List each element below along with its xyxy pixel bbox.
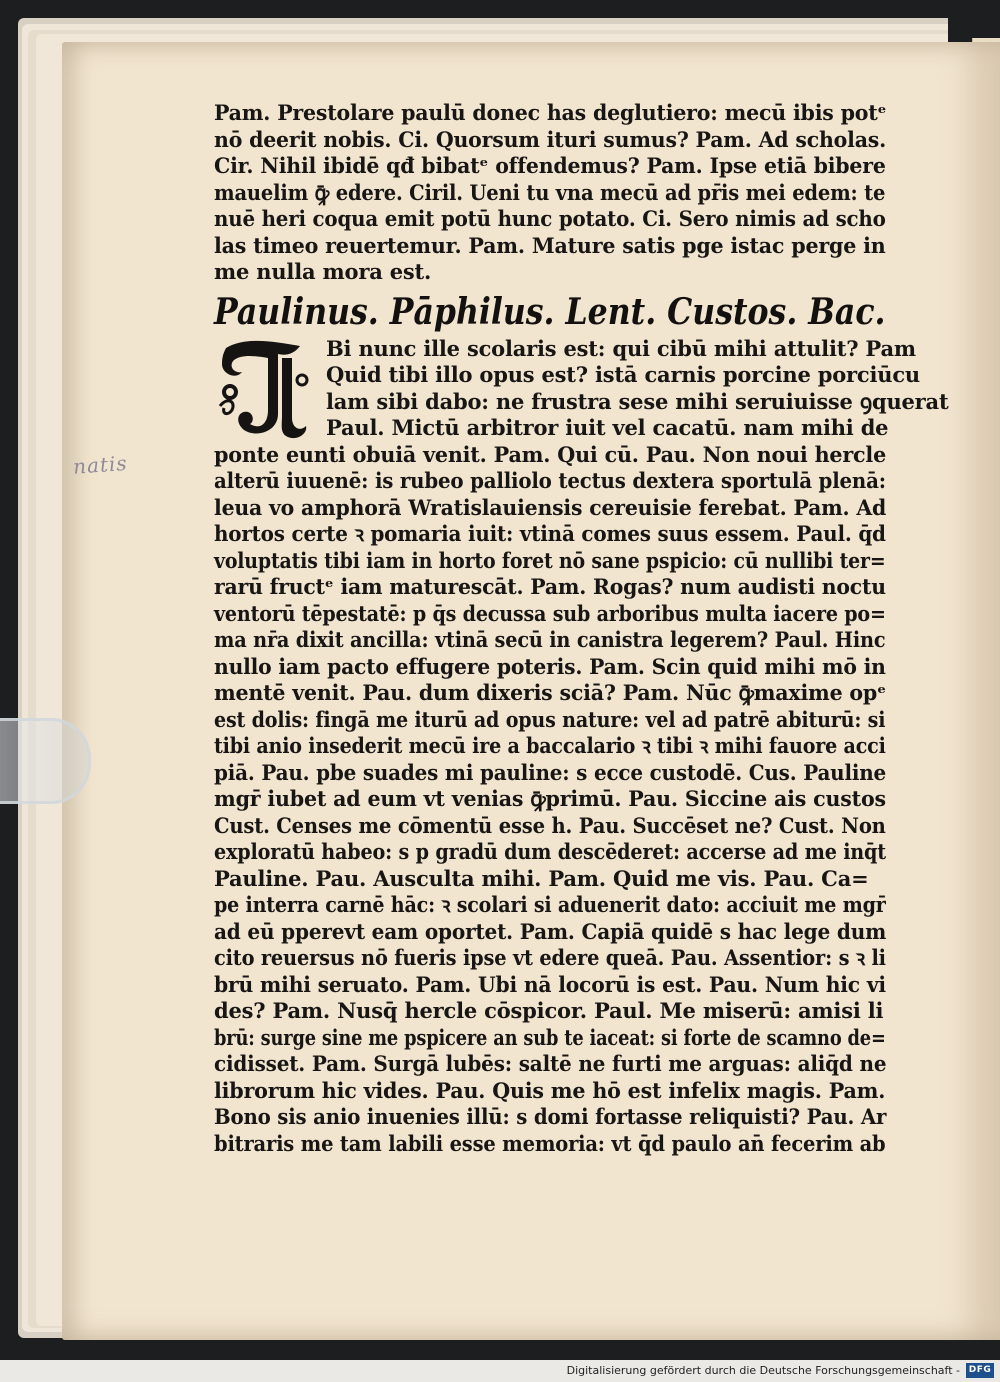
text-line: leua vo amphorā Wratislauiensis cereuisie ferebat. Pam. Ad bbox=[214, 494, 887, 520]
text-line: Cust. Censes me cōmentū esse h. Pau. Succēset ne? Cust. Non bbox=[214, 812, 886, 838]
text-line: lam sibi dabo: ne frustra sese mihi seruiuisse ꝯquerat bbox=[326, 388, 949, 414]
text-line: Bi nunc ille scolaris est: qui cibū mihi attulit? Pam bbox=[326, 335, 916, 361]
text-line: ma nr̄a dixit ancilla: vtinā secū in canistra legerem? Paul. Hinc bbox=[214, 627, 886, 652]
text-line: mgr̄ iubet ad eum vt venias ꝙ̄primū. Pau. Siccine ais custos bbox=[214, 786, 886, 811]
text-line: rarū fructᵉ iam maturescāt. Pam. Rogas? num audisti noctu bbox=[214, 574, 886, 599]
marginal-annotation: natis bbox=[72, 450, 129, 479]
text-line: des? Pam. Nusq̄ hercle cōspicor. Paul. Me miserū: amisi li bbox=[214, 998, 884, 1023]
text-line: librorum hic vides. Pau. Quis me hō est infelix magis. Pam. bbox=[214, 1077, 886, 1103]
text-line: ponte eunti obuiā venit. Pam. Qui cū. Pau. Non noui hercle bbox=[214, 441, 887, 467]
text-line: voluptatis tibi iam in horto foret nō sane pspicio: cū nullibi ter= bbox=[214, 547, 886, 573]
dialogue-heading: Paulinus. Pāphilus. Lent. Custos. Bac. bbox=[214, 290, 886, 333]
text-line: Cir. Nihil ibidē qđ bibatᵉ offendemus? Pam. Ipse etiā bibere bbox=[214, 153, 886, 178]
text-line: pe interra carnē hāc: ꝛ scolari si aduenerit dato: acciuit me mgr̄ bbox=[214, 892, 886, 917]
text-line: Pauline. Pau. Ausculta mihi. Pam. Quid me vis. Pau. Ca= bbox=[214, 865, 869, 891]
text-top-section bbox=[214, 100, 886, 286]
text-line: Quid tibi illo opus est? istā carnis porcine porciūcu bbox=[326, 362, 920, 387]
text-line: nuē heri coqua emit potū hunc potato. Ci. Sero nimis ad scho bbox=[214, 206, 886, 231]
text-line: ad eū pperevt eam oportet. Pam. Capiā quidē s hac lege dum bbox=[214, 918, 887, 944]
text-line: nō deerit nobis. Ci. Quorsum ituri sumus? Pam. Ad scholas. bbox=[214, 126, 887, 152]
initial-paragraph bbox=[214, 335, 949, 442]
funding-note: Digitalisierung gefördert durch die Deutsche Forschungsgemeinschaft - bbox=[566, 1364, 960, 1377]
page-clip bbox=[0, 718, 91, 804]
text-line: mauelim ꝙ̄ edere. Ciril. Ueni tu vna mecū ad pr̄is mei edem: te bbox=[214, 179, 886, 205]
text-line: piā. Pau. pbe suades mi pauline: s ecce custodē. Cus. Pauline bbox=[214, 759, 887, 785]
text-line: est dolis: fingā me iturū ad opus nature: vel ad patrē abiturū: si bbox=[214, 706, 886, 732]
text-line: mentē venit. Pau. dum dixeris sciā? Pam. Nūc ꝙ̄maxime opᵉ bbox=[214, 680, 887, 705]
text-line: brū: surge sine me pspicere an sub te iaceat: si forte de scamno de= bbox=[214, 1024, 886, 1050]
text-line: brū mihi seruato. Pam. Ubi nā locorū is est. Pau. Num hic vi bbox=[214, 971, 886, 997]
text-body-section bbox=[214, 442, 886, 1158]
text-line: hortos certe ꝛ pomaria iuit: vtinā comes suus essem. Paul. q̄d bbox=[214, 521, 886, 546]
text-line: alterū iuuenē: is rubeo palliolo tectus dextera sportulā plenā: bbox=[214, 468, 886, 493]
dfg-logo-icon: DFG bbox=[966, 1363, 994, 1378]
text-line: exploratū habeo: s p gradū dum descēderet: accerse ad me inq̄t bbox=[214, 839, 886, 864]
text-line: Paul. Mictū arbitror iuit vel cacatū. nam mihi de bbox=[326, 415, 889, 440]
decorated-initial-icon bbox=[216, 336, 312, 444]
text-line: Pam. Prestolare paulū donec has deglutiero: mecū ibis potᵉ bbox=[214, 100, 887, 125]
text-line: ventorū tēpestatē: p q̄s decussa sub arboribus multa iacere po= bbox=[214, 600, 886, 626]
printed-text bbox=[214, 100, 949, 1157]
text-line: Bono sis anio inuenies illū: s domi fortasse reliquisti? Pau. Ar bbox=[214, 1104, 887, 1129]
text-line: me nulla mora est. bbox=[214, 259, 432, 284]
text-line: cito reuersus nō fueris ipse vt edere queā. Pau. Assentior: s ꝛ li bbox=[214, 945, 886, 970]
text-line: nullo iam pacto effugere poteris. Pam. Scin quid mihi mō in bbox=[214, 653, 886, 679]
text-line: tibi anio insederit mecū ire a baccalario ꝛ tibi ꝛ mihi fauore acci bbox=[214, 733, 886, 758]
text-initial-lines bbox=[214, 335, 949, 442]
text-line: cidisset. Pam. Surgā lubēs: saltē ne furti me arguas: aliq̄d ne bbox=[214, 1051, 887, 1076]
footer-bar bbox=[0, 1360, 1000, 1382]
text-line: bitraris me tam labili esse memoria: vt q̄d paulo an̄ fecerim ab bbox=[214, 1130, 886, 1156]
text-line: las timeo reuertemur. Pam. Mature satis pge istac perge in bbox=[214, 232, 886, 258]
